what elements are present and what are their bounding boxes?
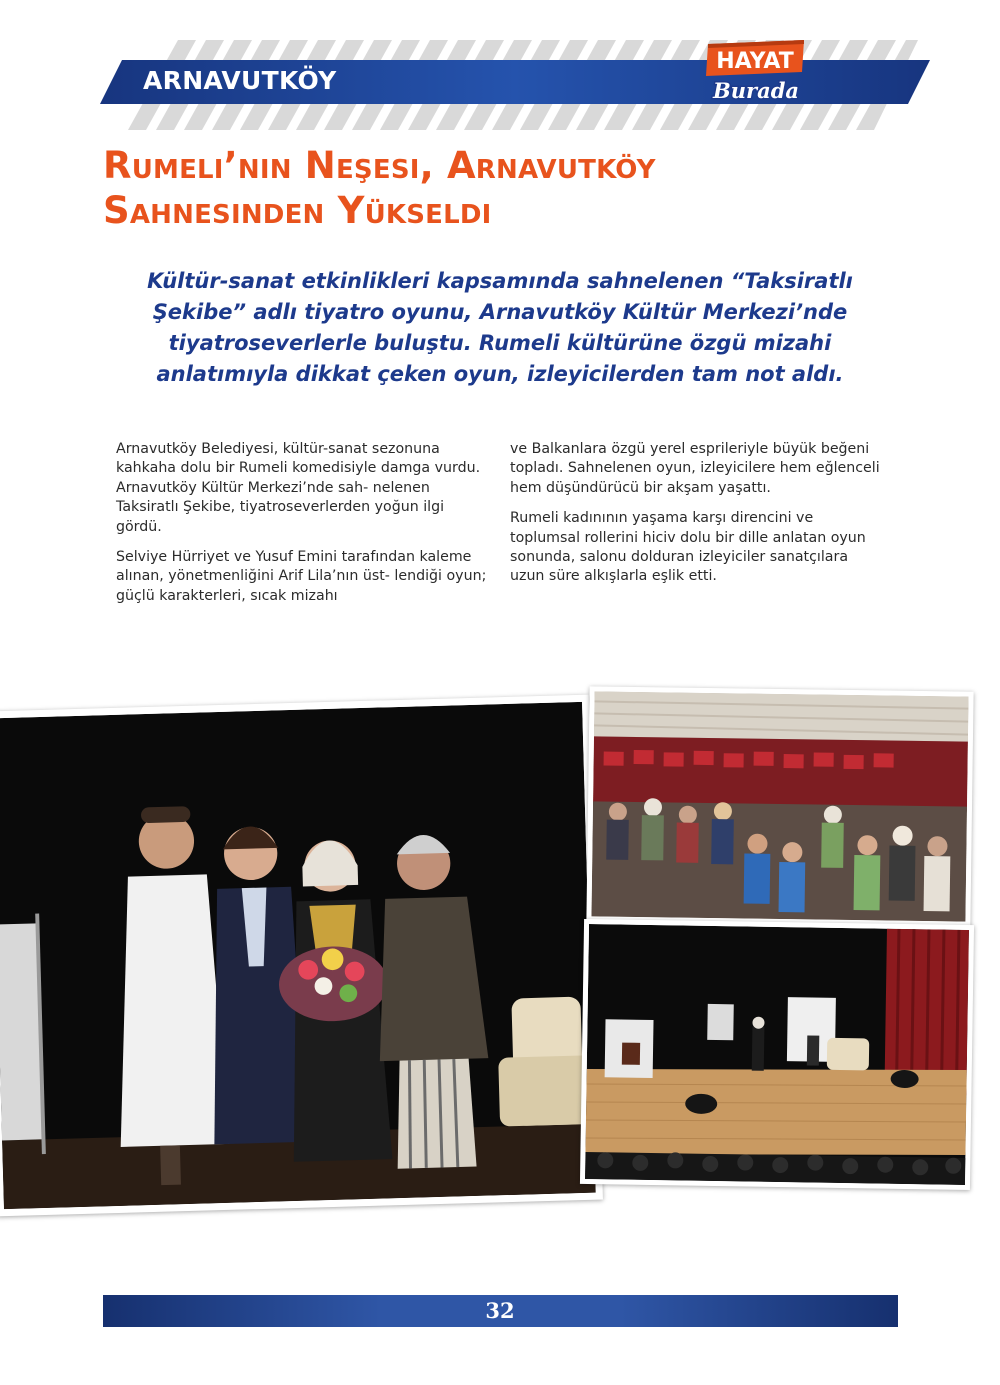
section-title: ARNAVUTKÖY bbox=[143, 66, 337, 95]
body-column-right bbox=[510, 440, 882, 598]
page-number: 32 bbox=[485, 1298, 515, 1323]
body-column-left bbox=[116, 440, 488, 617]
body-paragraph: Arnavutköy Belediyesi, kültür-sanat sezonuna kahkaha dolu bir Rumeli komedisiyle damga vurdu. Arnavutköy Kültür Merkezi’nde sah- nelenen Taksiratlı Şekibe, tiyatroseverlerden yoğun ilgi gördü. bbox=[116, 441, 481, 535]
logo-line1: HAYAT bbox=[716, 49, 794, 74]
hayat-burada-logo bbox=[698, 38, 810, 106]
headline-line-1: Rumeli’nin Neşesi, Arnavutköy bbox=[103, 144, 656, 187]
headline bbox=[103, 143, 903, 233]
photo-stage-image bbox=[585, 924, 969, 1185]
body-paragraph: ve Balkanlara özgü yerel esprileriyle büyük beğeni topladı. Sahnelenen oyun, izleyicilere hem eğlenceli hem düşündürücü bir akşam yaşattı. bbox=[510, 441, 880, 496]
photo-cast-on-stage bbox=[0, 695, 603, 1217]
lead-paragraph: Kültür-sanat etkinlikleri kapsamında sahnelenen “Taksiratlı Şekibe” adlı tiyatro oyunu, Arnavutköy Kültür Merkezi’nde tiyatroseverlerle buluştu. Rumeli kültürüne özgü mizahi anlatımıyla dikkat çeken oyun, izleyicilerden tam not aldı. bbox=[147, 269, 853, 386]
body-paragraph: Selviye Hürriyet ve Yusuf Emini tarafından kaleme alınan, yönetmenliğini Arif Lila’nın üst- lendiği oyun; güçlü karakterleri, sıcak mizahı bbox=[116, 549, 487, 604]
photo-stage-performance bbox=[580, 919, 974, 1190]
photo-audience-applause bbox=[586, 686, 973, 926]
headline-line-2: Sahnesinden Yükseldi bbox=[103, 189, 492, 232]
photo-cast-image bbox=[0, 702, 596, 1209]
photo-audience-image bbox=[591, 691, 968, 921]
logo-line2: Burada bbox=[713, 78, 799, 103]
body-paragraph: Rumeli kadınının yaşama karşı direncini ve toplumsal rollerini hiciv dolu bir dille anlatan oyun sonunda, salonu dolduran izleyiciler sanatçılara uzun süre alkışlarla eşlik etti. bbox=[510, 510, 866, 585]
